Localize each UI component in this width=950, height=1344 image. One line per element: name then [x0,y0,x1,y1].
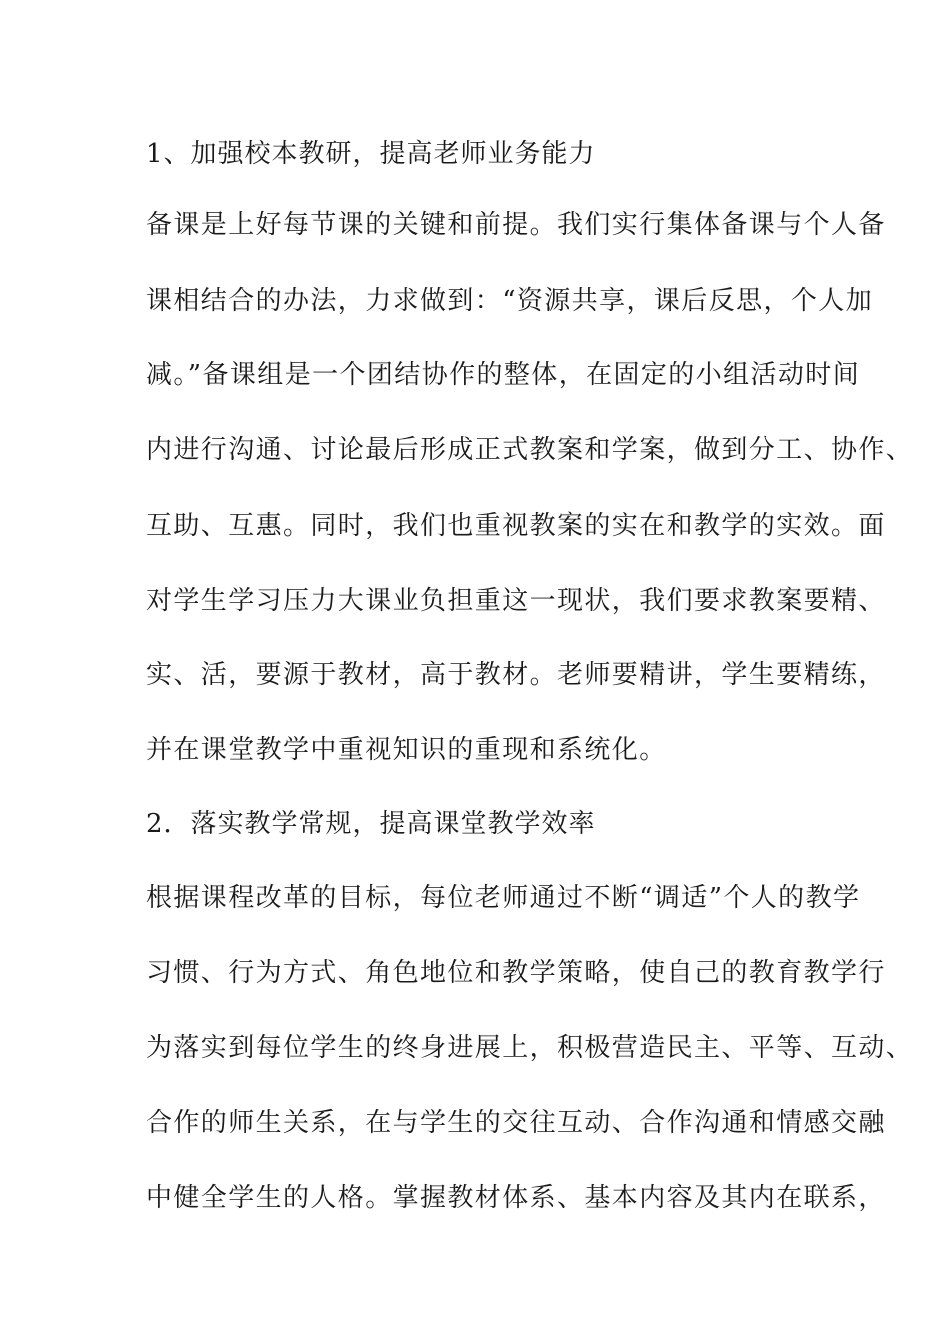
paragraph-line: 合作的师生关系，在与学生的交往互动、合作沟通和情感交融 [146,1108,886,1138]
paragraph-line: 课相结合的办法，力求做到：“资源共享，课后反思，个人加 [146,286,874,316]
paragraph-line: 减。”备课组是一个团结协作的整体，在固定的小组活动时间 [146,360,861,390]
section-heading-2: 2．落实教学常规，提高课堂教学效率 [146,809,596,839]
paragraph-line: 为落实到每位学生的终身进展上，积极营造民主、平等、互动、 [146,1033,914,1063]
paragraph-line: 对学生学习压力大课业负担重这一现状，我们要求教案要精、 [146,586,886,616]
section-heading-1: 1、加强校本教研，提高老师业务能力 [146,139,596,169]
paragraph-line: 备课是上好每节课的关键和前提。我们实行集体备课与个人备 [146,210,886,240]
paragraph-line: 中健全学生的人格。掌握教材体系、基本内容及其内在联系， [146,1183,886,1213]
paragraph-line: 根据课程改革的目标，每位老师通过不断“调适”个人的教学 [146,883,861,913]
paragraph-line: 实、活，要源于教材，高于教材。老师要精讲，学生要精练， [146,660,886,690]
paragraph-line: 内进行沟通、讨论最后形成正式教案和学案，做到分工、协作、 [146,435,914,465]
paragraph-line: 互助、互惠。同时，我们也重视教案的实在和教学的实效。面 [146,511,886,541]
paragraph-line: 并在课堂教学中重视知识的重现和系统化。 [146,735,667,765]
paragraph-line: 习惯、行为方式、角色地位和教学策略，使自己的教育教学行 [146,958,886,988]
